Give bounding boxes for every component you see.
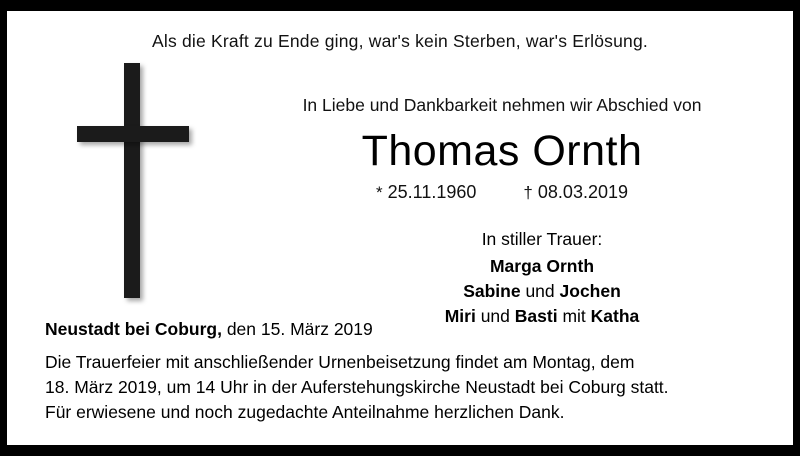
mourners-heading: In stiller Trauer: (481, 229, 603, 249)
motto-text: Als die Kraft zu Ende ging, war's kein Sterben, war's Erlösung. (152, 31, 648, 51)
mourner-name-miri: Miri (444, 305, 476, 326)
birth-star-icon: * (376, 183, 383, 203)
mourner-line-1 (307, 254, 777, 279)
mourner-name-basti: Basti (514, 305, 558, 326)
mourner-name-katha: Katha (590, 305, 640, 326)
death-cross-icon: † (523, 183, 533, 203)
cross-icon (65, 63, 205, 313)
service-line-1: Die Trauerfeier mit anschließender Urnenbeisetzung findet am Montag, dem (45, 352, 635, 372)
death-date: 08.03.2019 (537, 182, 628, 203)
birth-date-group (376, 182, 481, 202)
mourner-line-2 (307, 279, 777, 304)
mourner-name-sabine: Sabine (463, 280, 521, 301)
mourner-name-jochen: Jochen (559, 280, 621, 301)
footer-block (45, 319, 773, 425)
notice-inner (7, 11, 793, 445)
place-date-line (45, 319, 773, 340)
announcement-block (212, 95, 792, 203)
service-line-3: Für erwiesene und noch zugedachte Anteilnahme herzlichen Dank. (45, 401, 565, 422)
lead-text: In Liebe und Dankbarkeit nehmen wir Abschied von (302, 95, 702, 115)
service-details (45, 350, 773, 425)
death-date-group (523, 182, 628, 202)
life-dates (212, 182, 792, 203)
conjunction-und-1: und (525, 280, 555, 301)
place-name: Neustadt bei Coburg, (45, 319, 222, 339)
mourners-block (307, 227, 777, 328)
conjunction-mit: mit (562, 305, 586, 326)
conjunction-und-2: und (480, 305, 510, 326)
mourner-name-marga: Marga Ornth (489, 255, 595, 276)
deceased-name: Thomas Ornth (361, 127, 643, 175)
cross-vertical-bar (124, 63, 140, 298)
birth-date: 25.11.1960 (387, 182, 477, 203)
notice-date: den 15. März 2019 (226, 319, 373, 339)
cross-horizontal-bar (77, 126, 189, 142)
service-line-2: 18. März 2019, um 14 Uhr in der Auferstehungskirche Neustadt bei Coburg statt. (45, 376, 669, 397)
